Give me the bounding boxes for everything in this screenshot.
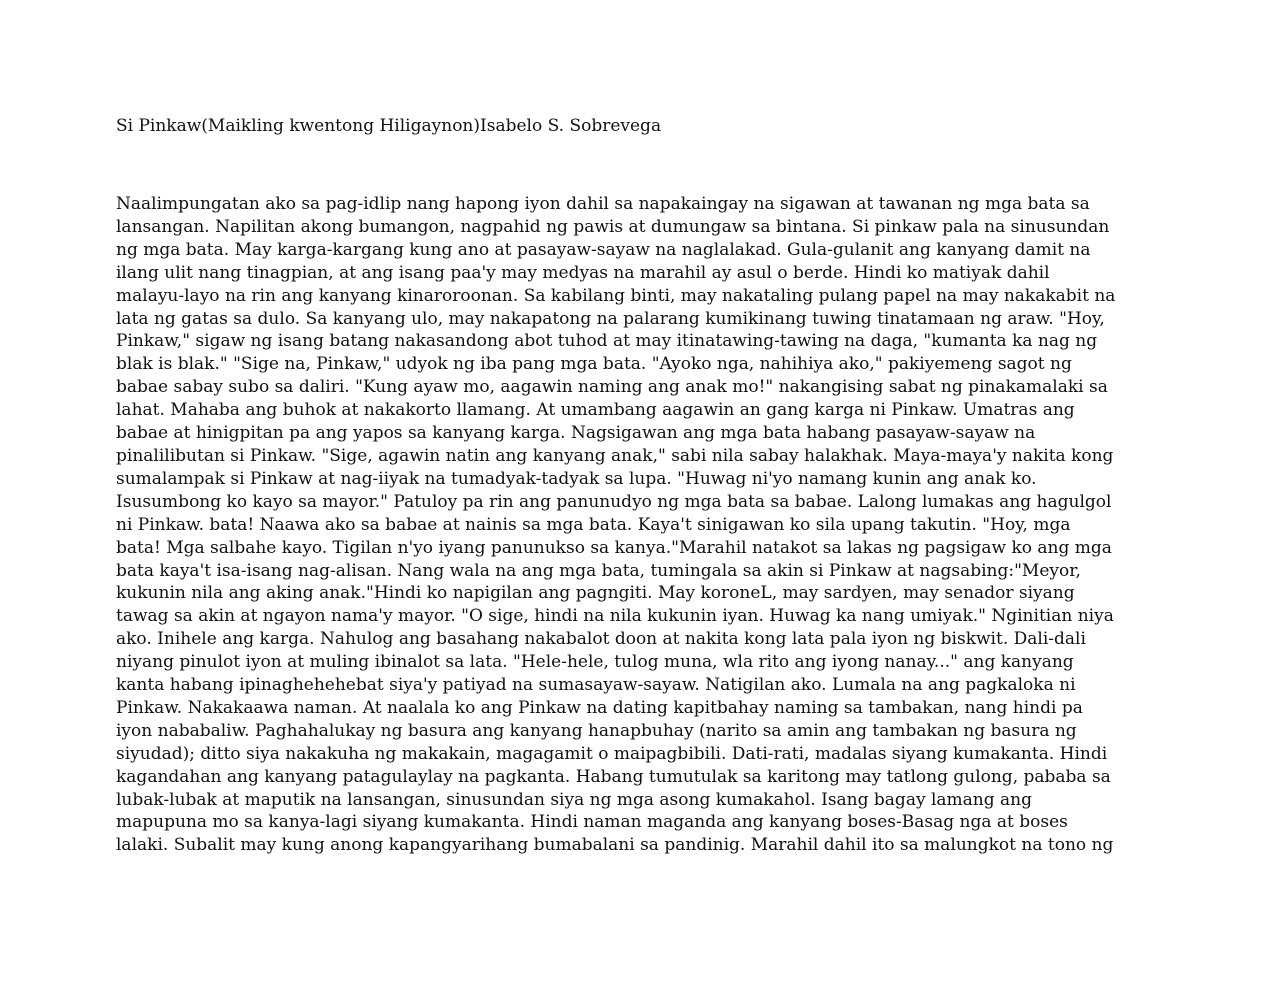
story-line: mapupuna mo sa kanya-lagi siyang kumakanta. Hindi naman maganda ang kanyang boses-Basag nga at boses bbox=[116, 812, 1068, 833]
story-line: ako. Inihele ang karga. Nahulog ang basahang nakabalot doon at nakita kong lata pala iyon ng biskwit. Dali-dali bbox=[116, 629, 1086, 650]
story-line: Pinkaw," sigaw ng isang batang nakasandong abot tuhod at may itinatawing-tawing na daga, "kumanta ka nag ng bbox=[116, 331, 1098, 352]
story-line: malayu-layo na rin ang kanyang kinaroroonan. Sa kabilang binti, may nakataling pulang papel na may nakakabit na bbox=[116, 285, 1116, 306]
story-line: lata ng gatas sa dulo. Sa kanyang ulo, may nakapatong na palarang kumikinang tuwing tinatamaan ng araw. "Hoy, bbox=[116, 308, 1105, 329]
story-line: niyang pinulot iyon at muling ibinalot sa lata. "Hele-hele, tulog muna, wla rito ang iyong nanay..." ang kanyang bbox=[116, 652, 1074, 673]
story-line: kukunin nila ang aking anak."Hindi ko napigilan ang pagngiti. May koroneL, may sardyen, may senador siyang bbox=[116, 583, 1075, 604]
document-title: Si Pinkaw(Maikling kwentong Hiligaynon)Isabelo S. Sobrevega bbox=[116, 116, 662, 136]
story-line: sumalampak si Pinkaw at nag-iiyak na tumadyak-tadyak sa lupa. "Huwag ni'yo namang kunin ang anak ko. bbox=[116, 468, 1037, 489]
story-line: lalaki. Subalit may kung anong kapangyarihang bumabalani sa pandinig. Marahil dahil ito sa malungkot na tono ng bbox=[116, 835, 1114, 856]
story-line: babae at hinigpitan pa ang yapos sa kanyang karga. Nagsigawan ang mga bata habang pasayaw-sayaw na bbox=[116, 423, 1036, 444]
story-line: ilang ulit nang tinagpian, at ang isang paa'y may medyas na marahil ay asul o berde. Hindi ko matiyak dahil bbox=[116, 262, 1050, 283]
story-line: ng mga bata. May karga-kargang kung ano at pasayaw-sayaw na naglalakad. Gula-gulanit ang kanyang damit na bbox=[116, 239, 1091, 260]
story-line: bata! Mga salbahe kayo. Tigilan n'yo iyang panunukso sa kanya."Marahil natakot sa lakas ng pagsigaw ko ang mga bbox=[116, 537, 1112, 558]
story-line: bata kaya't isa-isang nag-alisan. Nang wala na ang mga bata, tumingala sa akin si Pinkaw at nagsabing:"Meyor, bbox=[116, 560, 1081, 581]
story-line: lubak-lubak at maputik na lansangan, sinusundan siya ng mga asong kumakahol. Isang bagay lamang ang bbox=[116, 789, 1032, 810]
story-line: ni Pinkaw. bata! Naawa ako sa babae at nainis sa mga bata. Kaya't sinigawan ko sila upang takutin. "Hoy, mga bbox=[116, 514, 1071, 535]
story-line: Isusumbong ko kayo sa mayor." Patuloy pa rin ang panunudyo ng mga bata sa babae. Lalong lumakas ang hagulgol bbox=[116, 491, 1112, 512]
story-line: blak is blak." "Sige na, Pinkaw," udyok ng iba pang mga bata. "Ayoko nga, nahihiya ako," pakiyemeng sagot ng bbox=[116, 354, 1072, 375]
story-line: siyudad); ditto siya nakakuha ng makakain, magagamit o maipagbibili. Dati-rati, madalas siyang kumakanta. Hindi bbox=[116, 743, 1108, 764]
story-line: iyon nababaliw. Paghahalukay ng basura ang kanyang hanapbuhay (narito sa amin ang tambakan ng basura ng bbox=[116, 720, 1077, 741]
story-line: lansangan. Napilitan akong bumangon, nagpahid ng pawis at dumungaw sa bintana. Si pinkaw pala na sinusundan bbox=[116, 216, 1110, 237]
story-line: Pinkaw. Nakakaawa naman. At naalala ko ang Pinkaw na dating kapitbahay naming sa tambakan, nang hindi pa bbox=[116, 697, 1083, 718]
story-line: Naalimpungatan ako sa pag-idlip nang hapong iyon dahil sa napakaingay na sigawan at tawanan ng mga bata sa bbox=[116, 194, 1090, 214]
story-line: lahat. Mahaba ang buhok at nakakorto llamang. At umambang aagawin an gang karga ni Pinkaw. Umatras ang bbox=[116, 400, 1075, 421]
story-line: kagandahan ang kanyang patagulaylay na pagkanta. Habang tumutulak sa karitong may tatlong gulong, pababa sa bbox=[116, 766, 1111, 787]
story-line: tawag sa akin at ngayon nama'y mayor. "O sige, hindi na nila kukunin iyan. Huwag ka nang umiyak." Nginitian niya bbox=[116, 606, 1114, 627]
story-body bbox=[116, 193, 1176, 857]
story-line: kanta habang ipinaghehehebat siya'y patiyad na sumasayaw-sayaw. Natigilan ako. Lumala na ang pagkaloka ni bbox=[116, 675, 1076, 696]
story-line: babae sabay subo sa daliri. "Kung ayaw mo, aagawin naming ang anak mo!" nakangising sabat ng pinakamalaki sa bbox=[116, 377, 1108, 398]
story-line: pinalilibutan si Pinkaw. "Sige, agawin natin ang kanyang anak," sabi nila sabay halakhak. Maya-maya'y nakita kong bbox=[116, 445, 1114, 466]
